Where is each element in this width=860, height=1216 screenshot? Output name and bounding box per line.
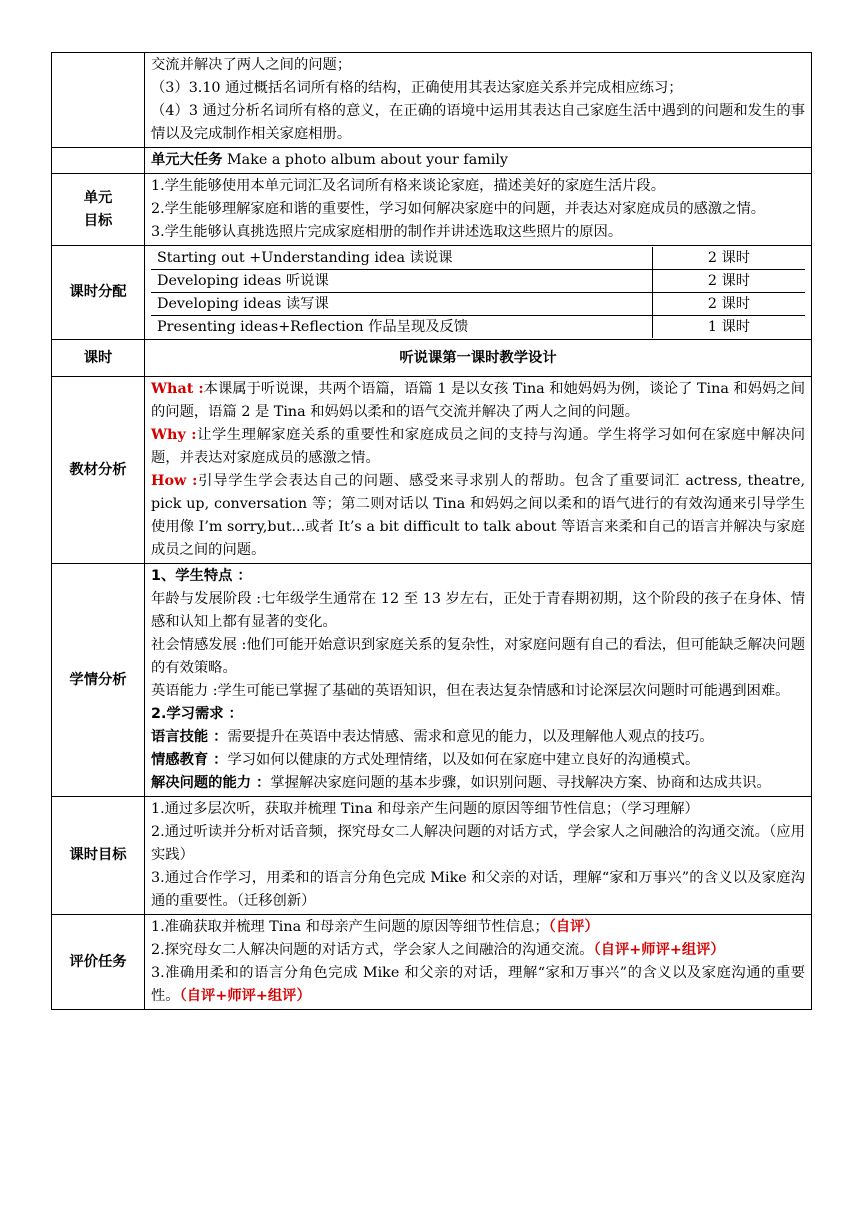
- what-key: What :: [151, 381, 204, 397]
- unit-goals-label: [52, 174, 145, 246]
- unit-goal-item: 3.学生能够认真挑选照片完成家庭相册的制作并讲述选取这些照片的原因。: [151, 224, 623, 240]
- lesson-title-row: [52, 340, 812, 377]
- schedule-lesson: Developing ideas 读写课: [151, 293, 653, 316]
- students-cell: [145, 564, 812, 797]
- unit-goals-label-line: 单元: [83, 189, 113, 206]
- continuation-row: [52, 53, 812, 148]
- unit-goals-cell: [145, 174, 812, 246]
- need-text: 需要提升在英语中表达情感、需求和意见的能力，以及理解他人观点的技巧。: [227, 729, 714, 745]
- material-how: [151, 470, 805, 562]
- unit-task-label: 单元大任务: [151, 152, 223, 168]
- objectives-cell: [145, 797, 812, 915]
- lesson-label: 课时: [52, 340, 145, 377]
- how-key: How :: [151, 473, 198, 489]
- how-text: 引导学生学会表达自己的问题、感受来寻求别人的帮助。包含了重要词汇 actress, theatre, pick up, conversation 等；第二则对话以 Tina 和妈妈之间以柔和的语气进行的有效沟通来引导学生使用像 I’m sorry,but...或者 It’s a bit difficult to talk about 等语言来柔和自己的语言并解决与家庭成员之间的问题。: [151, 473, 805, 558]
- need-key: 解决问题的能力 ：: [151, 775, 271, 791]
- objective-item: 2.通过听读并分析对话音频，探究母女二人解决问题的对话方式，学会家人之间融洽的沟通交流。（应用实践）: [151, 824, 805, 863]
- schedule-lesson: Developing ideas 听说课: [151, 270, 653, 293]
- material-row: [52, 377, 812, 564]
- schedule-lesson: Presenting ideas+Reflection 作品呈现及反馈: [157, 319, 469, 335]
- schedule-hours: 2 课时: [653, 270, 806, 293]
- schedule-item: [151, 270, 805, 293]
- students-need: [151, 772, 805, 795]
- schedule-item: [151, 247, 805, 270]
- assessment-tag: （自评）: [548, 919, 599, 935]
- schedule-item: [151, 316, 805, 339]
- empty-label-cell: [52, 148, 145, 174]
- assessment-text: 3.准确用柔和的语言分角色完成 Mike 和父亲的对话，理解“家和万事兴”的含义以及家庭沟通的重要性。: [151, 965, 805, 1004]
- students-heading: 2.学习需求 ：: [151, 706, 243, 722]
- assessment-tag: （自评+师评+组评）: [593, 942, 725, 958]
- objectives-label: 课时目标: [52, 797, 145, 915]
- schedule-row: [52, 246, 812, 340]
- schedule-hours: 2 课时: [653, 247, 806, 270]
- material-what: [151, 378, 805, 424]
- students-paragraph: 年龄与发展阶段 :七年级学生通常在 12 至 13 岁左右，正处于青春期初期，这个阶段的孩子在身体、情感和认知上都有显著的变化。: [151, 591, 805, 630]
- material-cell: [145, 377, 812, 564]
- schedule-hours: 2 课时: [653, 293, 806, 316]
- students-need: [151, 726, 805, 749]
- assessment-item: [151, 939, 805, 962]
- assessment-text: 1.准确获取并梳理 Tina 和母亲产生问题的原因等细节性信息；: [151, 919, 549, 935]
- schedule-lesson: Starting out +Understanding idea 读说课: [151, 247, 653, 270]
- students-row: [52, 564, 812, 797]
- why-key: Why :: [151, 427, 197, 443]
- students-heading: 1、学生特点 ：: [151, 568, 252, 584]
- lesson-plan-table: [51, 52, 812, 1010]
- assessment-cell: [145, 915, 812, 1010]
- assessment-row: [52, 915, 812, 1010]
- schedule-hours: 1 课时: [653, 316, 806, 339]
- schedule-cell: [145, 246, 812, 340]
- students-paragraph: 英语能力 :学生可能已掌握了基础的英语知识，但在表达复杂情感和讨论深层次问题时可能遇到困难。: [151, 683, 790, 699]
- students-label: 学情分析: [52, 564, 145, 797]
- need-text: 掌握解决家庭问题的基本步骤，如识别问题、寻找解决方案、协商和达成共识。: [270, 775, 771, 791]
- schedule-table: [151, 247, 805, 338]
- material-why: [151, 424, 805, 470]
- continuation-cell: [145, 53, 812, 148]
- need-key: 情感教育 ：: [151, 752, 228, 768]
- assessment-item: [151, 962, 805, 1008]
- unit-goals-row: [52, 174, 812, 246]
- objective-item: 3.通过合作学习，用柔和的语言分角色完成 Mike 和父亲的对话，理解“家和万事兴”的含义以及家庭沟通的重要性。（迁移创新）: [151, 870, 805, 909]
- schedule-label: 课时分配: [52, 246, 145, 340]
- need-text: 学习如何以健康的方式处理情绪，以及如何在家庭中建立良好的沟通模式。: [227, 752, 700, 768]
- lesson-title: 听说课第一课时教学设计: [145, 340, 812, 377]
- material-label: 教材分析: [52, 377, 145, 564]
- unit-goal-item: 1.学生能够使用本单元词汇及名词所有格来谈论家庭，描述美好的家庭生活片段。: [151, 178, 666, 194]
- assessment-item: [151, 916, 805, 939]
- empty-label-cell: [52, 53, 145, 148]
- students-need: [151, 749, 805, 772]
- schedule-item: [151, 293, 805, 316]
- need-key: 语言技能 ：: [151, 729, 228, 745]
- objective-item: 1.通过多层次听，获取并梳理 Tina 和母亲产生问题的原因等细节性信息；（学习理解）: [151, 801, 699, 817]
- continuation-line: （4）3 通过分析名词所有格的意义，在正确的语境中运用其表达自己家庭生活中遇到的问题和发生的事情以及完成制作相关家庭相册。: [151, 103, 805, 142]
- unit-task-text: Make a photo album about your family: [222, 152, 508, 168]
- unit-goals-label-line: 目标: [83, 212, 113, 229]
- objectives-row: [52, 797, 812, 915]
- what-text: 本课属于听说课，共两个语篇，语篇 1 是以女孩 Tina 和她妈妈为例，谈论了 Tina 和妈妈之间的问题，语篇 2 是 Tina 和妈妈以柔和的语气交流并解决了两人之间的问题。: [151, 381, 806, 420]
- assessment-text: 2.探究母女二人解决问题的对话方式，学会家人之间融洽的沟通交流。: [151, 942, 594, 958]
- unit-task-row: [52, 148, 812, 174]
- unit-task-cell: [145, 148, 812, 174]
- assessment-tag: （自评+师评+组评）: [179, 988, 311, 1004]
- why-text: 让学生理解家庭关系的重要性和家庭成员之间的支持与沟通。学生将学习如何在家庭中解决问题，并表达对家庭成员的感激之情。: [151, 427, 805, 466]
- unit-goal-item: 2.学生能够理解家庭和谐的重要性，学习如何解决家庭中的问题，并表达对家庭成员的感激之情。: [151, 201, 766, 217]
- continuation-line: 交流并解决了两人之间的问题；: [151, 57, 352, 73]
- assessment-label: 评价任务: [52, 915, 145, 1010]
- students-paragraph: 社会情感发展 :他们可能开始意识到家庭关系的复杂性，对家庭问题有自己的看法，但可能缺乏解决问题的有效策略。: [151, 637, 805, 676]
- continuation-line: （3）3.10 通过概括名词所有格的结构，正确使用其表达家庭关系并完成相应练习；: [151, 80, 683, 96]
